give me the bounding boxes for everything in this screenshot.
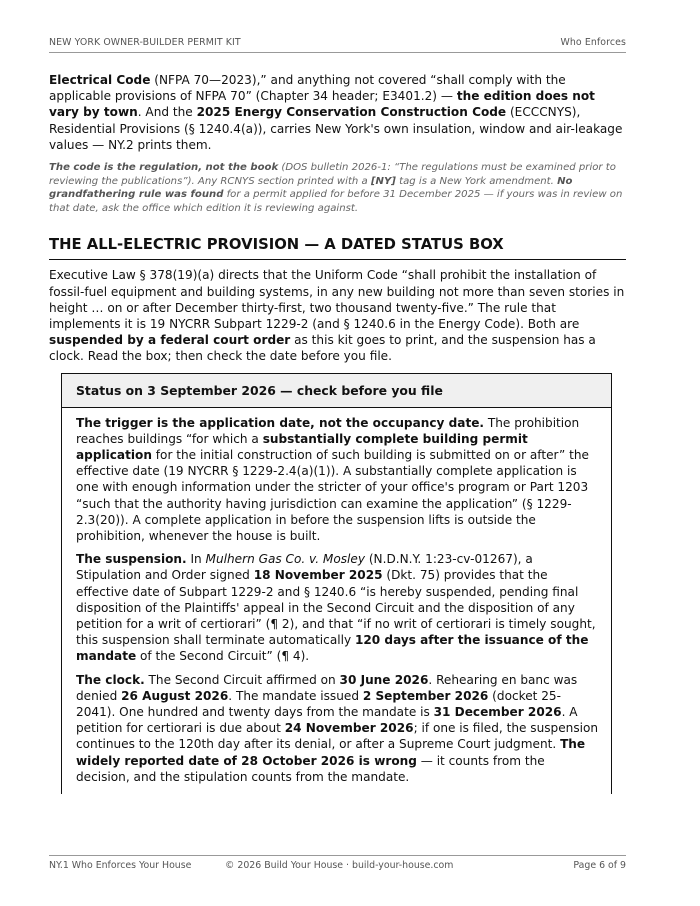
intro-text-4: . And the: [137, 105, 197, 120]
section-text-3: as this kit goes to print, and the suspension has a clock. Read the box; then check the date before you file.: [49, 333, 596, 364]
case-name: Mulhern Gas Co. v. Mosley: [205, 552, 365, 567]
running-footer: [49, 855, 626, 871]
section-heading: THE ALL-ELECTRIC PROVISION — A DATED STATUS BOX: [49, 236, 626, 260]
note-text-2: (DOS bulletin 2026-1: “The regulations must be examined prior to reviewing the publications”). Any RCNYS section printed with a: [49, 162, 616, 187]
status-box-title: Status on 3 September 2026 — check before you file: [62, 374, 611, 408]
clock-text-8: (docket 25-2041). One hundred and twenty days from the mandate is: [76, 688, 561, 720]
status-trigger-paragraph: [76, 415, 599, 545]
section-bold-2: suspended by a federal court order: [49, 333, 291, 348]
clock-bold-13: The widely reported date of 28 October 2026 is wrong: [76, 737, 586, 768]
section-text-1: Executive Law § 378(19)(a) directs that the Uniform Code “shall prohibit the installation of fossil-fuel equipment and building systems, in any new building not more than seven stories in height … on or after December thirty-first, two thousand twenty-five.” The rule that implements it is 19 NYCRR Subpart 1229-2 (and § 1240.6 in the Energy Code). Both are: [49, 268, 625, 331]
code-note: [49, 161, 626, 215]
intro-paragraph: [49, 72, 626, 153]
header-kit-title: NEW YORK OWNER-BUILDER PERMIT KIT: [49, 37, 241, 48]
note-text-6: for a permit applied for before 31 December 2025 — if yours was in review on that date, ask the office which edition it is reviewing against.: [49, 189, 623, 214]
suspension-date: 18 November 2025: [253, 568, 383, 583]
clock-text-2: The Second Circuit affirmed on: [144, 672, 340, 687]
clock-120-day-date: 31 December 2026: [433, 705, 562, 720]
suspension-lead: The suspension.: [76, 552, 187, 567]
status-box-body: [62, 408, 611, 794]
header-section-title: Who Enforces: [560, 37, 626, 48]
intro-bold-1: Electrical Code: [49, 73, 151, 87]
status-box: [61, 373, 612, 794]
suspension-bold-7: 120 days after the issuance of the mandate: [76, 633, 589, 664]
clock-mandate-date: 2 September 2026: [362, 688, 489, 703]
footer-copyright: © 2026 Build Your House · build-your-house.com: [225, 860, 454, 871]
status-suspension-paragraph: [76, 551, 599, 664]
trigger-bold-3: substantially complete building permit application: [76, 431, 528, 463]
suspension-text-8: of the Second Circuit” (¶ 4).: [136, 649, 310, 664]
clock-text-4: . Rehearing en banc was denied: [76, 672, 578, 703]
clock-text-10: . A petition for certiorari is due about: [76, 705, 578, 736]
page-content: [49, 72, 626, 794]
trigger-text-4: for the initial construction of such building is submitted on or after” the effective date (19 NYCRR § 1229-2.4(a)(1)). A substantially complete application is one with enough information under the stricter of your office's program or Part 1203 “such that the authority having jurisdiction can examine the application” (§ 1229-2.3(20)). A complete application in before the suspension lifts is outside the prohibition, whenever the house is built.: [76, 448, 589, 544]
clock-text-6: . The mandate issued: [228, 688, 363, 703]
suspension-text-2: In: [186, 552, 206, 567]
clock-certiorari-date: 24 November 2026: [284, 721, 414, 736]
trigger-text-2: The prohibition reaches buildings “for which a: [76, 415, 580, 446]
note-bold-5: No grandfathering rule was found: [49, 175, 573, 201]
note-bold-1: The code is the regulation, not the book: [49, 162, 279, 174]
intro-text-6: (ECCCNYS), Residential Provisions (§ 1240.4(a)), carries New York's own insulation, window and air-leakage values — NY.2 prints them.: [49, 105, 623, 152]
intro-text-2: (NFPA 70—2023),” and anything not covered “shall comply with the applicable provisions of NFPA 70” (Chapter 34 header; E3401.2) —: [49, 73, 566, 104]
intro-bold-3: the edition does not vary by town: [49, 89, 595, 120]
clock-denied-date: 26 August 2026: [121, 688, 229, 703]
footer-section-label: NY.1 Who Enforces Your House: [49, 860, 192, 871]
clock-text-14: — it counts from the decision, and the stipulation counts from the mandate.: [76, 753, 545, 784]
suspension-text-4: (N.D.N.Y. 1:23-cv-01267), a Stipulation and Order signed: [76, 552, 533, 583]
clock-lead: The clock.: [76, 672, 145, 687]
intro-bold-5: 2025 Energy Conservation Construction Code: [196, 105, 507, 120]
note-text-4: tag is a New York amendment.: [395, 175, 558, 187]
running-header: [49, 37, 626, 53]
footer-page-number: Page 6 of 9: [573, 860, 626, 871]
status-clock-paragraph: [76, 672, 599, 785]
clock-text-12: ; if one is filed, the suspension continues to the 120th day after its denial, or after a Supreme Court judgment.: [76, 721, 599, 752]
clock-affirmed-date: 30 June 2026: [339, 672, 429, 687]
suspension-text-6: (Dkt. 75) provides that the effective date of Subpart 1229-2 and § 1240.6 “is hereby suspended, pending final disposition of the Plaintiffs' appeal in the Second Circuit and the disposition of any petition for a writ of certiorari” (¶ 2), and that “if no writ of certiorari is timely sought, this suspension shall terminate automatically: [76, 568, 596, 648]
note-ny-tag: [NY]: [370, 175, 396, 187]
section-paragraph: [49, 267, 626, 364]
trigger-lead: The trigger is the application date, not the occupancy date.: [76, 415, 485, 430]
